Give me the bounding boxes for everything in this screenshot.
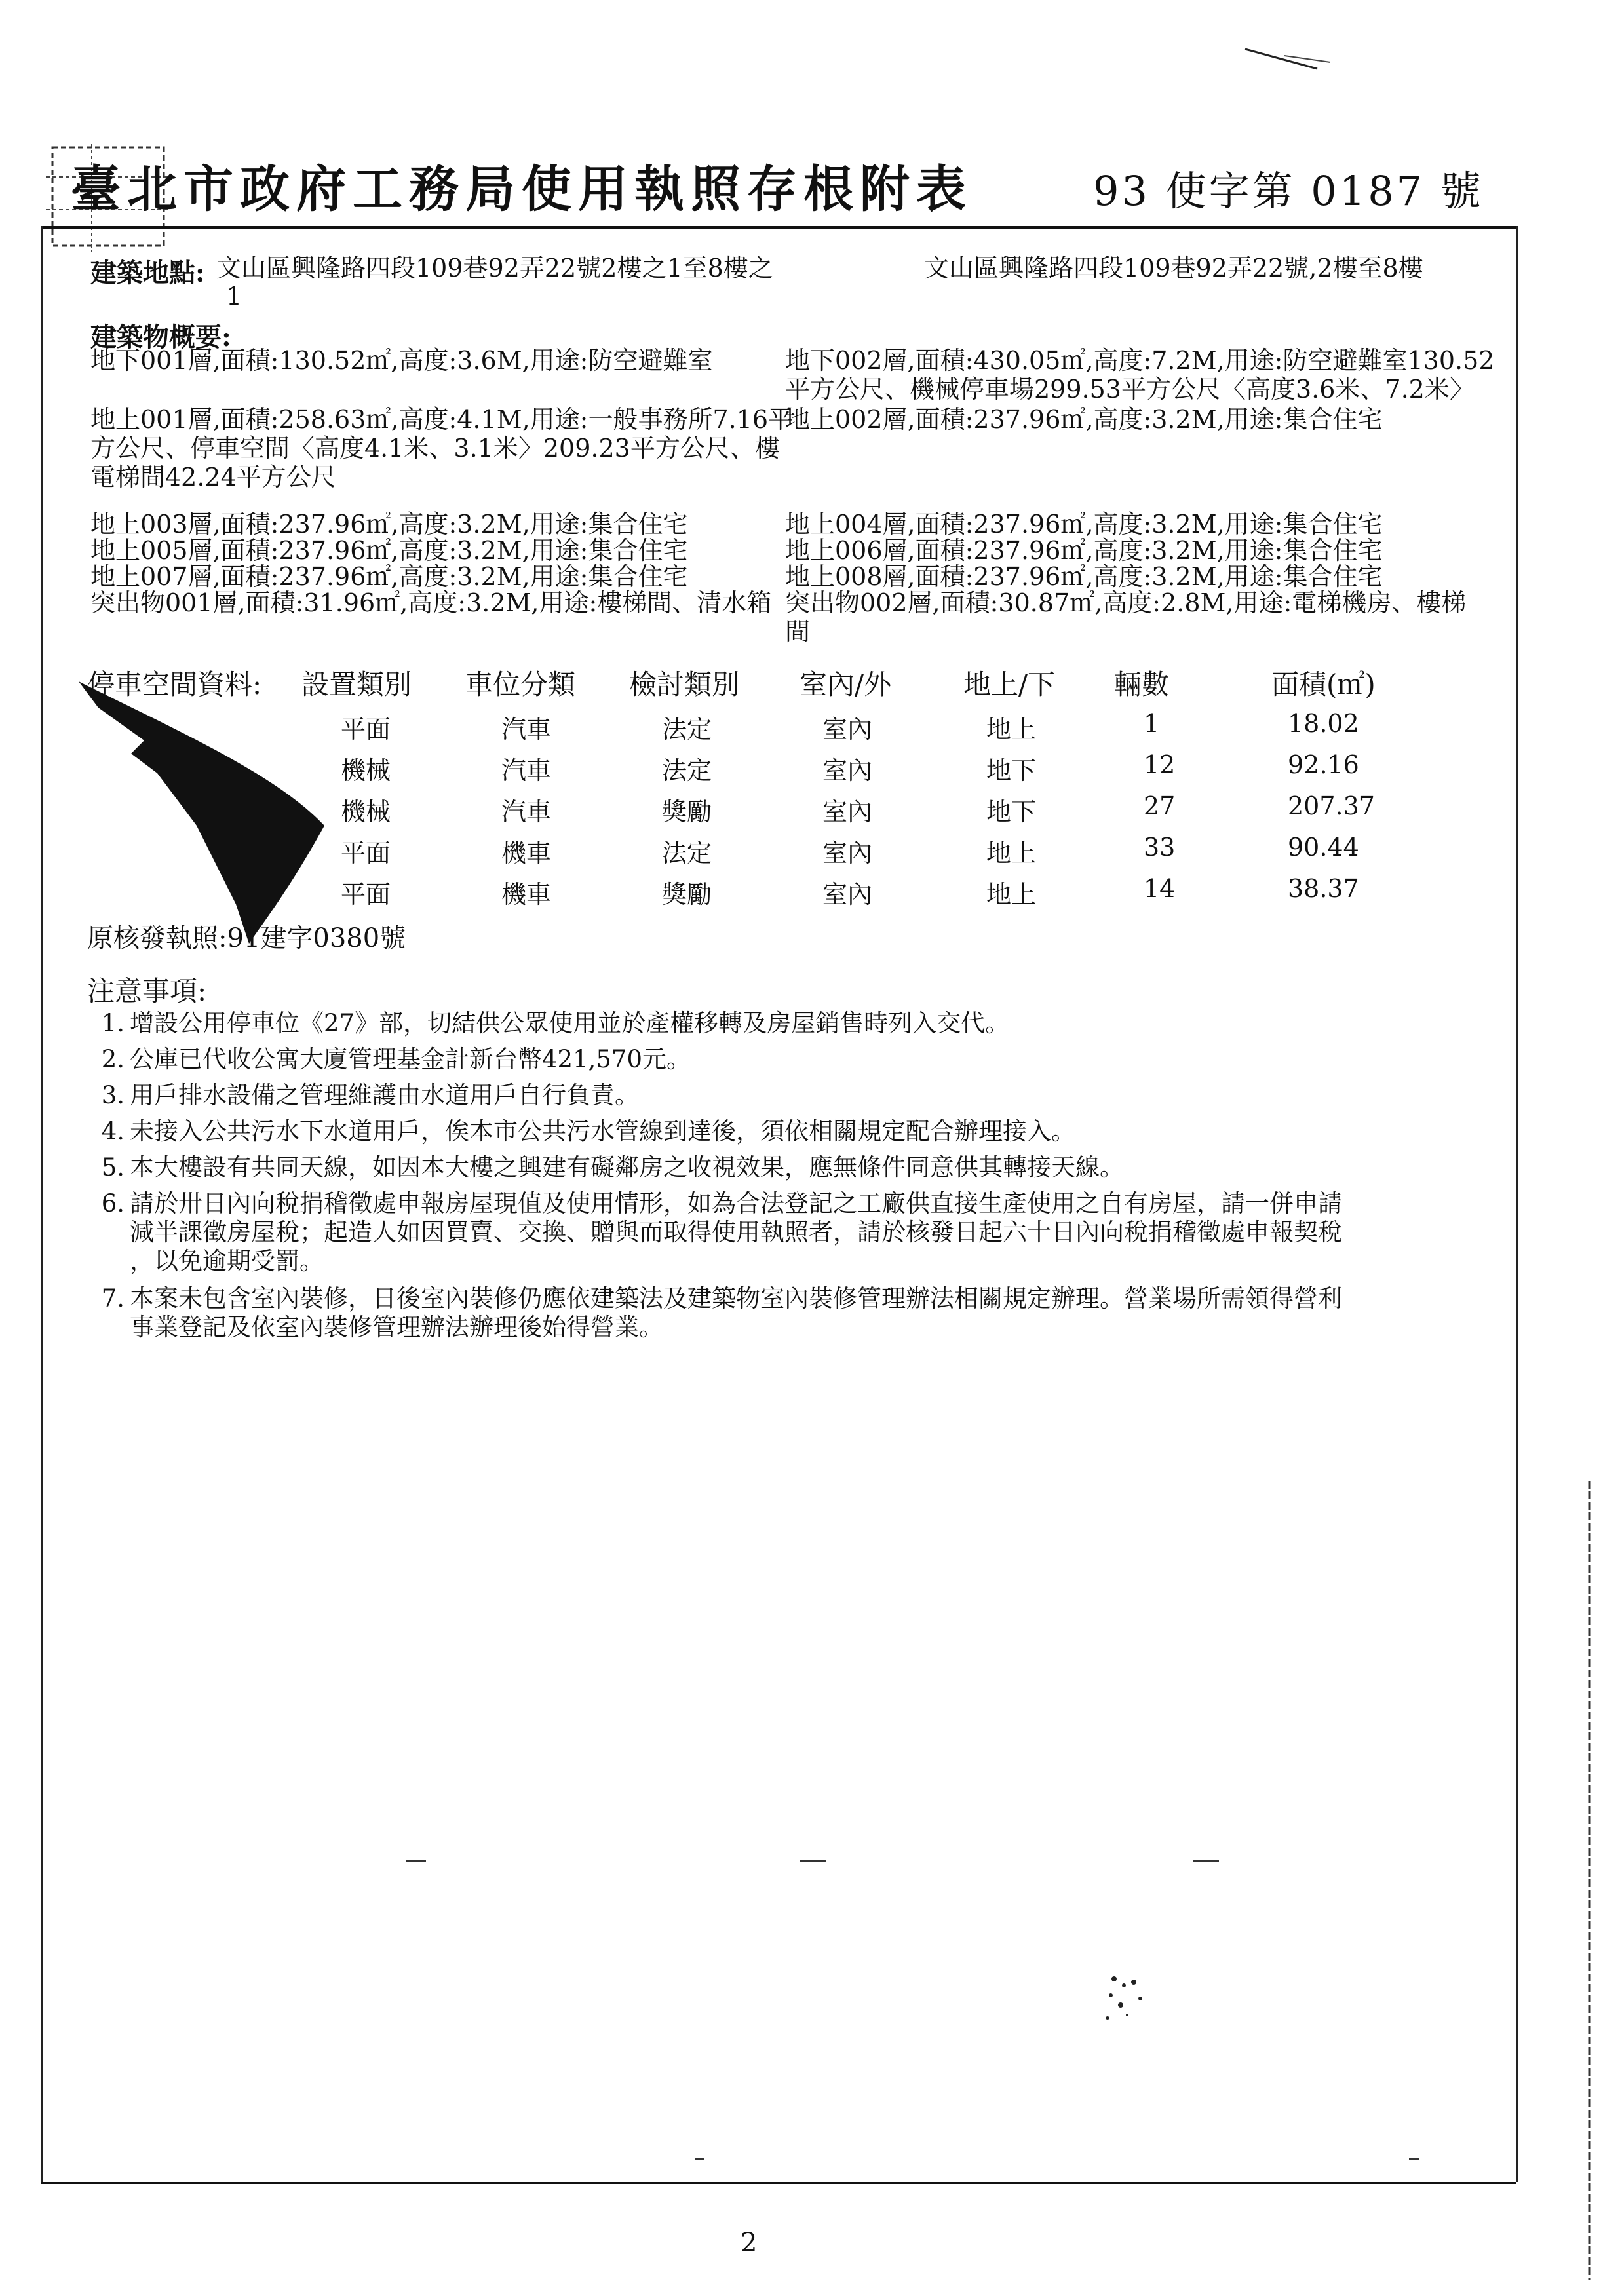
note-text: 用戶排水設備之管理維護由水道用戶自行負責。 — [130, 1081, 639, 1109]
note-text: 公庫已代收公寓大廈管理基金計新台幣421,570元。 — [130, 1045, 691, 1073]
overview-left-floor-line: 電梯間42.24平方公尺 — [90, 463, 336, 491]
overview-right-floor-line: 地上008層,面積:237.96㎡,高度:3.2M,用途:集合住宅 — [785, 562, 1383, 591]
parking-table-cell: 92.16 — [1288, 750, 1359, 779]
parking-table-cell: 機車 — [501, 839, 552, 868]
parking-label: 停車空間資料: — [87, 668, 262, 700]
overview-right-floor-line: 地上006層,面積:237.96㎡,高度:3.2M,用途:集合住宅 — [785, 536, 1383, 565]
parking-table-cell: 地上 — [986, 839, 1037, 868]
note-text: 未接入公共污水下水道用戶，俟本市公共污水管線到達後，須依相關規定配合辦理接入。 — [130, 1117, 1075, 1145]
parking-column-header: 輛數 — [1114, 668, 1170, 700]
overview-right-floor-line: 突出物002層,面積:30.87㎡,高度:2.8M,用途:電梯機房、樓梯 — [785, 588, 1467, 617]
page-number: 2 — [741, 2228, 758, 2258]
parking-table-cell: 室內 — [822, 880, 873, 909]
address-secondary: 文山區興隆路四段109巷92弄22號,2樓至8樓 — [924, 254, 1423, 282]
parking-table-cell: 18.02 — [1288, 709, 1359, 738]
parking-column-header: 設置類別 — [301, 668, 412, 700]
note-number: 7. — [101, 1284, 125, 1312]
overview-left-floor-line: 地上003層,面積:237.96㎡,高度:3.2M,用途:集合住宅 — [90, 510, 688, 539]
note-number: 4. — [101, 1117, 125, 1145]
parking-table-cell: 1 — [1144, 709, 1160, 738]
note-text: 請於卅日內向稅捐稽徵處申報房屋現值及使用情形，如為合法登記之工廠供直接生產使用之自有房屋，請一併申請 — [130, 1189, 1342, 1217]
overview-right-floor-line: 地下002層,面積:430.05㎡,高度:7.2M,用途:防空避難室130.52 — [785, 346, 1495, 375]
parking-table-cell: 獎勵 — [662, 880, 712, 909]
note-number: 3. — [101, 1081, 125, 1109]
parking-table-cell: 地上 — [986, 715, 1037, 744]
parking-table-cell: 27 — [1144, 792, 1176, 820]
parking-table-cell: 室內 — [822, 756, 873, 785]
original-license: 原核發執照:91建字0380號 — [87, 923, 406, 953]
parking-table-cell: 室內 — [822, 715, 873, 744]
parking-column-header: 車位分類 — [465, 668, 576, 700]
parking-table-cell: 法定 — [662, 756, 712, 785]
parking-table-cell: 90.44 — [1288, 833, 1359, 862]
parking-table-cell: 地下 — [986, 756, 1037, 785]
parking-column-header: 檢討類別 — [629, 668, 740, 700]
parking-table-cell: 室內 — [822, 797, 873, 826]
note-text: 事業登記及依室內裝修管理辦法辦理後始得營業。 — [130, 1313, 663, 1341]
ink-smudge — [79, 681, 324, 944]
parking-table-cell: 汽車 — [501, 715, 552, 744]
parking-table-cell: 機械 — [341, 797, 391, 826]
note-text: 本案未包含室內裝修，日後室內裝修仍應依建築法及建築物室內裝修管理辦法相關規定辦理。營業場所需領得營利 — [130, 1284, 1342, 1312]
overview-left-floor-line: 地上001層,面積:258.63㎡,高度:4.1M,用途:一般事務所7.16平 — [90, 405, 794, 434]
parking-table-cell: 室內 — [822, 839, 873, 868]
parking-table-cell: 地上 — [986, 880, 1037, 909]
notes-label: 注意事項: — [87, 975, 207, 1007]
note-number: 6. — [101, 1189, 125, 1217]
parking-table-cell: 207.37 — [1288, 792, 1375, 820]
note-text: 增設公用停車位《27》部，切結供公眾使用並於產權移轉及房屋銷售時列入交代。 — [130, 1009, 1010, 1037]
parking-column-header: 面積(㎡) — [1271, 668, 1376, 700]
parking-table-cell: 平面 — [341, 880, 391, 909]
document-title: 臺北市政府工務局使用執照存根附表 — [71, 160, 973, 218]
overview-left-floor-line: 地下001層,面積:130.52㎡,高度:3.6M,用途:防空避難室 — [90, 346, 713, 375]
frame-right — [1516, 226, 1518, 2182]
overview-label: 建築物概要: — [90, 322, 231, 353]
overview-left-floor-line: 地上007層,面積:237.96㎡,高度:3.2M,用途:集合住宅 — [90, 562, 688, 591]
parking-table-cell: 機車 — [501, 880, 552, 909]
parking-table-cell: 汽車 — [501, 756, 552, 785]
note-number: 2. — [101, 1045, 125, 1073]
overview-left-floor-line: 地上005層,面積:237.96㎡,高度:3.2M,用途:集合住宅 — [90, 536, 688, 565]
overview-right-floor-line: 地上002層,面積:237.96㎡,高度:3.2M,用途:集合住宅 — [785, 405, 1383, 434]
parking-table-cell: 14 — [1144, 874, 1176, 903]
note-text: 本大樓設有共同天線，如因本大樓之興建有礙鄰房之收視效果，應無條件同意供其轉接天線。 — [130, 1153, 1124, 1181]
parking-column-header: 室內/外 — [800, 668, 892, 700]
parking-table-cell: 33 — [1144, 833, 1176, 862]
note-text: ，以免逾期受罰。 — [130, 1247, 324, 1275]
parking-column-header: 地上/下 — [963, 668, 1056, 700]
address-primary: 文山區興隆路四段109巷92弄22號2樓之1至8樓之 — [216, 254, 773, 282]
frame-left — [41, 226, 43, 2182]
overview-right-floor-line: 間 — [785, 617, 811, 646]
parking-table-cell: 平面 — [341, 839, 391, 868]
parking-table-cell: 38.37 — [1288, 874, 1359, 903]
parking-table-cell: 汽車 — [501, 797, 552, 826]
address-primary-cont: 1 — [226, 282, 242, 311]
top-rule — [41, 226, 1516, 229]
note-number: 1. — [101, 1009, 125, 1037]
parking-table-cell: 機械 — [341, 756, 391, 785]
parking-table-cell: 12 — [1144, 750, 1176, 779]
parking-table-cell: 平面 — [341, 715, 391, 744]
overview-left-floor-line: 方公尺、停車空間〈高度4.1米、3.1米〉209.23平方公尺、樓 — [90, 434, 780, 463]
bottom-rule — [41, 2182, 1516, 2184]
parking-table-cell: 法定 — [662, 715, 712, 744]
note-number: 5. — [101, 1153, 125, 1181]
overview-left-floor-line: 突出物001層,面積:31.96㎡,高度:3.2M,用途:樓梯間、清水箱 — [90, 588, 772, 617]
permit-number: 93 使字第 0187 號 — [1093, 167, 1484, 215]
parking-table-cell: 法定 — [662, 839, 712, 868]
parking-table-cell: 地下 — [986, 797, 1037, 826]
note-text: 減半課徵房屋稅；起造人如因買賣、交換、贈與而取得使用執照者，請於核發日起六十日內向稅捐稽徵處申報契稅 — [130, 1218, 1342, 1246]
address-label: 建築地點: — [90, 258, 205, 288]
parking-table-cell: 獎勵 — [662, 797, 712, 826]
overview-right-floor-line: 地上004層,面積:237.96㎡,高度:3.2M,用途:集合住宅 — [785, 510, 1383, 539]
overview-right-floor-line: 平方公尺、機械停車場299.53平方公尺〈高度3.6米、7.2米〉 — [785, 375, 1475, 404]
